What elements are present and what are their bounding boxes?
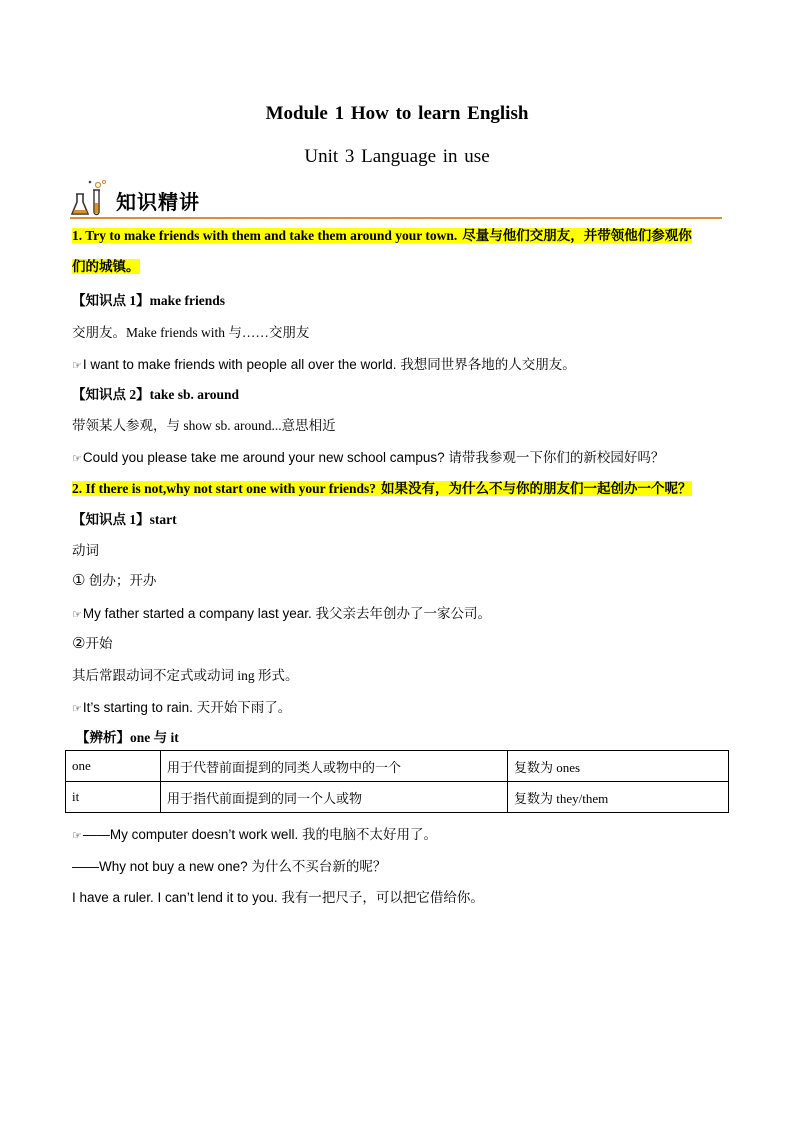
dash: —— [82,827,110,842]
pen-pointing-icon: ☞ [72,829,82,842]
sense-number: ① [72,571,86,589]
key-sentence-1 [72,220,722,282]
lab-flask-icon [70,178,110,218]
point-1-heading [72,289,225,309]
table-cell: one [66,751,161,782]
point-2-meaning: 带领某人参观，与 show sb. around...意思相近 [72,418,336,433]
sense-2-example [72,696,291,716]
example-zh: 我父亲去年创办了一家公司。 [315,606,491,621]
point-tag: 【知识点 1】 [72,512,150,527]
example-zh: 我想同世界各地的人交朋友。 [400,357,576,372]
dialogue-line-2 [72,855,386,875]
key-sentence-1-zh-a: 尽量与他们交朋友，并带领他们参观你 [457,228,692,243]
example-en: It’s starting to rain. [82,700,193,715]
table-cell: 用于指代前面提到的同一个人或物 [161,782,508,813]
sense-2 [72,632,112,652]
point-1-meaning: 交朋友。Make friends with 与……交朋友 [72,325,310,340]
analysis-heading [76,726,179,746]
table-cell: it [66,782,161,813]
section-label: 知识精讲 [116,190,200,214]
example-zh: 天开始下雨了。 [196,700,292,715]
example-en: My computer doesn’t work well. [109,827,299,842]
point-word: make friends [149,293,225,308]
table-cell: 用于代替前面提到的同类人或物中的一个 [161,751,508,782]
sense-text: 开始 [85,636,113,651]
pen-pointing-icon: ☞ [72,608,82,621]
comparison-table [65,750,729,813]
point-word: start [149,512,177,527]
sense-1-example [72,602,491,622]
analysis-word: one 与 it [130,730,179,745]
section-header [70,176,722,220]
example-line-3 [72,886,484,906]
example-zh: 我有一把尺子，可以把它借给你。 [281,890,484,905]
table-cell: 复数为 ones [508,751,729,782]
section-divider [70,217,722,219]
example-zh: 请带我参观一下你们的新校园好吗？ [448,450,665,465]
example-en: Why not buy a new one? [99,859,248,874]
usage-note: 其后常跟动词不定式或动词 ing 形式。 [72,668,299,683]
example-zh: 为什么不买台新的呢？ [251,859,387,874]
example-en: My father started a company last year. [82,606,312,621]
table-row [66,751,729,782]
unit-title: Unit 3 Language in use [304,146,490,167]
table-cell: 复数为 they/them [508,782,729,813]
table-row [66,782,729,813]
example-en: I want to make friends with people all over the world. [82,357,397,372]
key-sentence-1-zh-b: 们的城镇。 [72,259,140,274]
pen-pointing-icon: ☞ [72,359,82,372]
key-sentence-1-en: 1. Try to make friends with them and take them around your town. [72,228,458,243]
dash: —— [72,859,99,874]
key-sentence-2 [72,477,692,497]
sense-text: 创办；开办 [85,573,157,588]
part-of-speech: 动词 [72,543,99,558]
point-3-heading [72,508,177,528]
point-2-heading [72,383,239,403]
analysis-tag: 【辨析】 [76,730,130,745]
sense-1 [72,569,156,589]
module-title: Module 1 How to learn English [265,103,529,124]
point-tag: 【知识点 2】 [72,387,150,402]
pen-pointing-icon: ☞ [72,702,82,715]
pen-pointing-icon: ☞ [72,452,82,465]
point-1-example [72,353,576,373]
sense-number: ② [72,634,86,652]
point-2-example [72,446,664,466]
point-word: take sb. around [149,387,240,402]
key-sentence-2-zh: 如果没有，为什么不与你的朋友们一起创办一个呢？ [376,481,692,496]
example-en: I have a ruler. I can’t lend it to you. [72,890,278,905]
example-zh: 我的电脑不太好用了。 [301,827,437,842]
dialogue-line-1 [72,823,437,843]
example-en: Could you please take me around your new school campus? [82,450,445,465]
key-sentence-2-en: 2. If there is not,why not start one with your friends? [72,481,377,496]
point-tag: 【知识点 1】 [72,293,150,308]
